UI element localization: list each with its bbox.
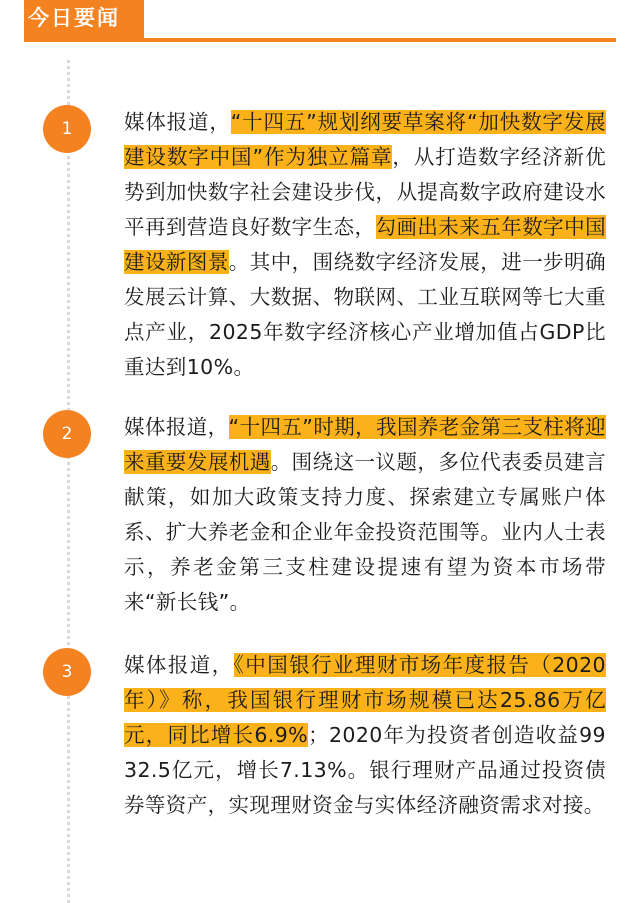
news-item-2-rest: 。围绕这一议题，多位代表委员建言献策，如加大政策支持力度、探索建立专属账户体系、扩大养老金和企业年金投资范围等。业内人士表示，养老金第三支柱建设提速有望为资本市场带来“新长钱”。 bbox=[124, 450, 606, 614]
news-item-3-intro: 媒体报道， bbox=[124, 653, 234, 677]
news-item-1-middle: ，从打造数字经济新优势到加快数字社会建设步伐，从提高数字政府建设水平再到营造良好数字生态， bbox=[124, 145, 606, 239]
news-item-2 bbox=[124, 410, 606, 620]
item-number-badge-2: 2 bbox=[43, 410, 91, 458]
section-title: 今日要闻 bbox=[24, 0, 144, 42]
news-item-1-rest: 。其中，围绕数字经济发展，进一步明确发展云计算、大数据、物联网、工业互联网等七大重点产业，2025年数字经济核心产业增加值占GDP比重达到10%。 bbox=[124, 250, 606, 379]
section-title-underline bbox=[24, 38, 616, 42]
timeline-dotted-line bbox=[67, 60, 70, 903]
news-item-1-highlight-2: 勾画出未来五年数字中国建设新图景 bbox=[124, 215, 606, 274]
news-item-2-highlight: “十四五”时期，我国养老金第三支柱将迎来重要发展机遇 bbox=[124, 415, 607, 474]
news-item-1 bbox=[124, 105, 606, 385]
news-item-2-intro: 媒体报道， bbox=[124, 415, 229, 439]
news-item-1-intro: 媒体报道， bbox=[124, 110, 231, 134]
news-item-3 bbox=[124, 648, 606, 823]
item-number-badge-3: 3 bbox=[43, 648, 91, 696]
news-item-1-highlight-1: “十四五”规划纲要草案将“加快数字发展 建设数字中国”作为独立篇章 bbox=[124, 110, 606, 169]
news-item-3-highlight: 《中国银行业理财市场年度报告（2020年）》称，我国银行理财市场规模已达25.86万亿元，同比增长6.9% bbox=[124, 653, 606, 747]
item-number-badge-1: 1 bbox=[43, 105, 91, 153]
news-item-3-rest: ；2020年为投资者创造收益9932.5亿元，增长7.13%。银行理财产品通过投资债券等资产，实现理财资金与实体经济融资需求对接。 bbox=[124, 723, 606, 817]
